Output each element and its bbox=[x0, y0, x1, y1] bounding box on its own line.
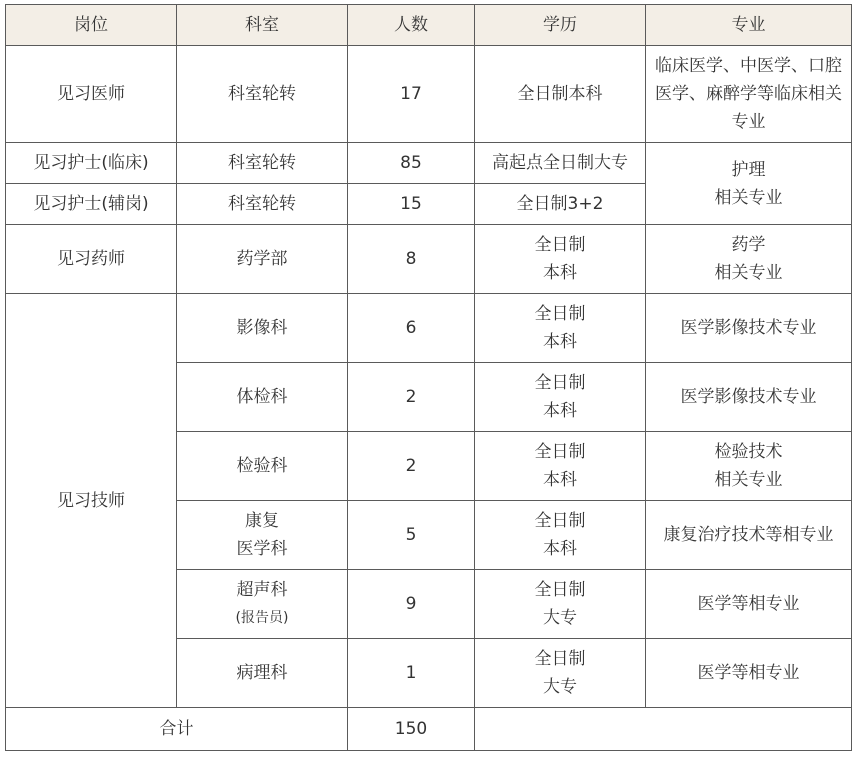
cell-dept: 科室轮转 bbox=[177, 143, 348, 184]
major-line-2: 相关专业 bbox=[714, 263, 783, 283]
cell-edu bbox=[475, 570, 646, 639]
cell-edu: 高起点全日制大专 bbox=[475, 143, 646, 184]
cell-major bbox=[646, 225, 852, 294]
dept-line-1: 康复 bbox=[245, 511, 279, 531]
cell-dept: 影像科 bbox=[177, 294, 348, 363]
cell-dept: 病理科 bbox=[177, 639, 348, 708]
table-row bbox=[6, 294, 852, 363]
cell-dept: 体检科 bbox=[177, 363, 348, 432]
cell-post: 见习医师 bbox=[6, 46, 177, 143]
edu-line-2: 本科 bbox=[543, 401, 577, 421]
major-line-1: 护理 bbox=[731, 159, 766, 180]
edu-line-1: 全日制 bbox=[534, 373, 586, 393]
edu-line-2: 本科 bbox=[543, 539, 577, 559]
table-row bbox=[6, 225, 852, 294]
cell-edu bbox=[475, 363, 646, 432]
edu-line-2: 本科 bbox=[543, 263, 577, 283]
cell-dept: 科室轮转 bbox=[177, 46, 348, 143]
table-row bbox=[6, 143, 852, 184]
dept-line-2: (报告员) bbox=[235, 610, 289, 626]
dept-line-1: 超声科 bbox=[236, 580, 288, 600]
header-count: 人数 bbox=[348, 5, 475, 46]
major-line-1: 药学 bbox=[731, 235, 766, 255]
cell-edu: 全日制本科 bbox=[475, 46, 646, 143]
cell-dept bbox=[177, 501, 348, 570]
edu-line-1: 全日制 bbox=[534, 442, 586, 462]
cell-count: 1 bbox=[348, 639, 475, 708]
cell-major bbox=[646, 432, 852, 501]
total-empty-cell bbox=[475, 708, 852, 751]
cell-post: 见习护士(临床) bbox=[6, 143, 177, 184]
edu-line-1: 全日制 bbox=[534, 580, 586, 600]
cell-post: 见习护士(辅岗) bbox=[6, 184, 177, 225]
cell-dept: 检验科 bbox=[177, 432, 348, 501]
table-row bbox=[6, 46, 852, 143]
header-dept: 科室 bbox=[177, 5, 348, 46]
edu-line-1: 全日制 bbox=[534, 235, 586, 255]
cell-edu: 全日制3+2 bbox=[475, 184, 646, 225]
edu-line-2: 本科 bbox=[543, 470, 577, 490]
cell-major: 医学等相专业 bbox=[646, 570, 852, 639]
major-line-2: 相关专业 bbox=[714, 470, 783, 490]
cell-post: 见习技师 bbox=[6, 294, 177, 708]
cell-count: 2 bbox=[348, 432, 475, 501]
edu-line-1: 全日制 bbox=[534, 511, 586, 531]
major-line-1: 检验技术 bbox=[714, 442, 783, 462]
edu-line-2: 大专 bbox=[543, 677, 577, 697]
cell-major: 医学影像技术专业 bbox=[646, 294, 852, 363]
cell-count: 85 bbox=[348, 143, 475, 184]
header-row bbox=[6, 5, 852, 46]
cell-dept: 科室轮转 bbox=[177, 184, 348, 225]
cell-count: 6 bbox=[348, 294, 475, 363]
cell-count: 5 bbox=[348, 501, 475, 570]
staffing-table bbox=[5, 4, 852, 751]
total-label: 合计 bbox=[6, 708, 348, 751]
cell-count: 17 bbox=[348, 46, 475, 143]
cell-edu bbox=[475, 225, 646, 294]
cell-major: 医学等相专业 bbox=[646, 639, 852, 708]
header-major: 专业 bbox=[646, 5, 852, 46]
cell-major bbox=[646, 143, 852, 225]
cell-edu bbox=[475, 294, 646, 363]
cell-edu bbox=[475, 639, 646, 708]
cell-major: 临床医学、中医学、口腔医学、麻醉学等临床相关专业 bbox=[646, 46, 852, 143]
cell-count: 9 bbox=[348, 570, 475, 639]
edu-line-2: 大专 bbox=[543, 608, 577, 628]
cell-major: 医学影像技术专业 bbox=[646, 363, 852, 432]
cell-dept bbox=[177, 570, 348, 639]
cell-edu bbox=[475, 501, 646, 570]
edu-line-1: 全日制 bbox=[534, 304, 586, 324]
cell-dept: 药学部 bbox=[177, 225, 348, 294]
cell-count: 15 bbox=[348, 184, 475, 225]
dept-line-2: 医学科 bbox=[236, 539, 288, 559]
major-line-2: 相关专业 bbox=[714, 187, 783, 208]
cell-major: 康复治疗技术等相专业 bbox=[646, 501, 852, 570]
header-edu: 学历 bbox=[475, 5, 646, 46]
total-count: 150 bbox=[348, 708, 475, 751]
cell-count: 2 bbox=[348, 363, 475, 432]
header-post: 岗位 bbox=[6, 5, 177, 46]
edu-line-1: 全日制 bbox=[534, 649, 586, 669]
cell-edu bbox=[475, 432, 646, 501]
total-row bbox=[6, 708, 852, 751]
cell-count: 8 bbox=[348, 225, 475, 294]
cell-post: 见习药师 bbox=[6, 225, 177, 294]
edu-line-2: 本科 bbox=[543, 332, 577, 352]
